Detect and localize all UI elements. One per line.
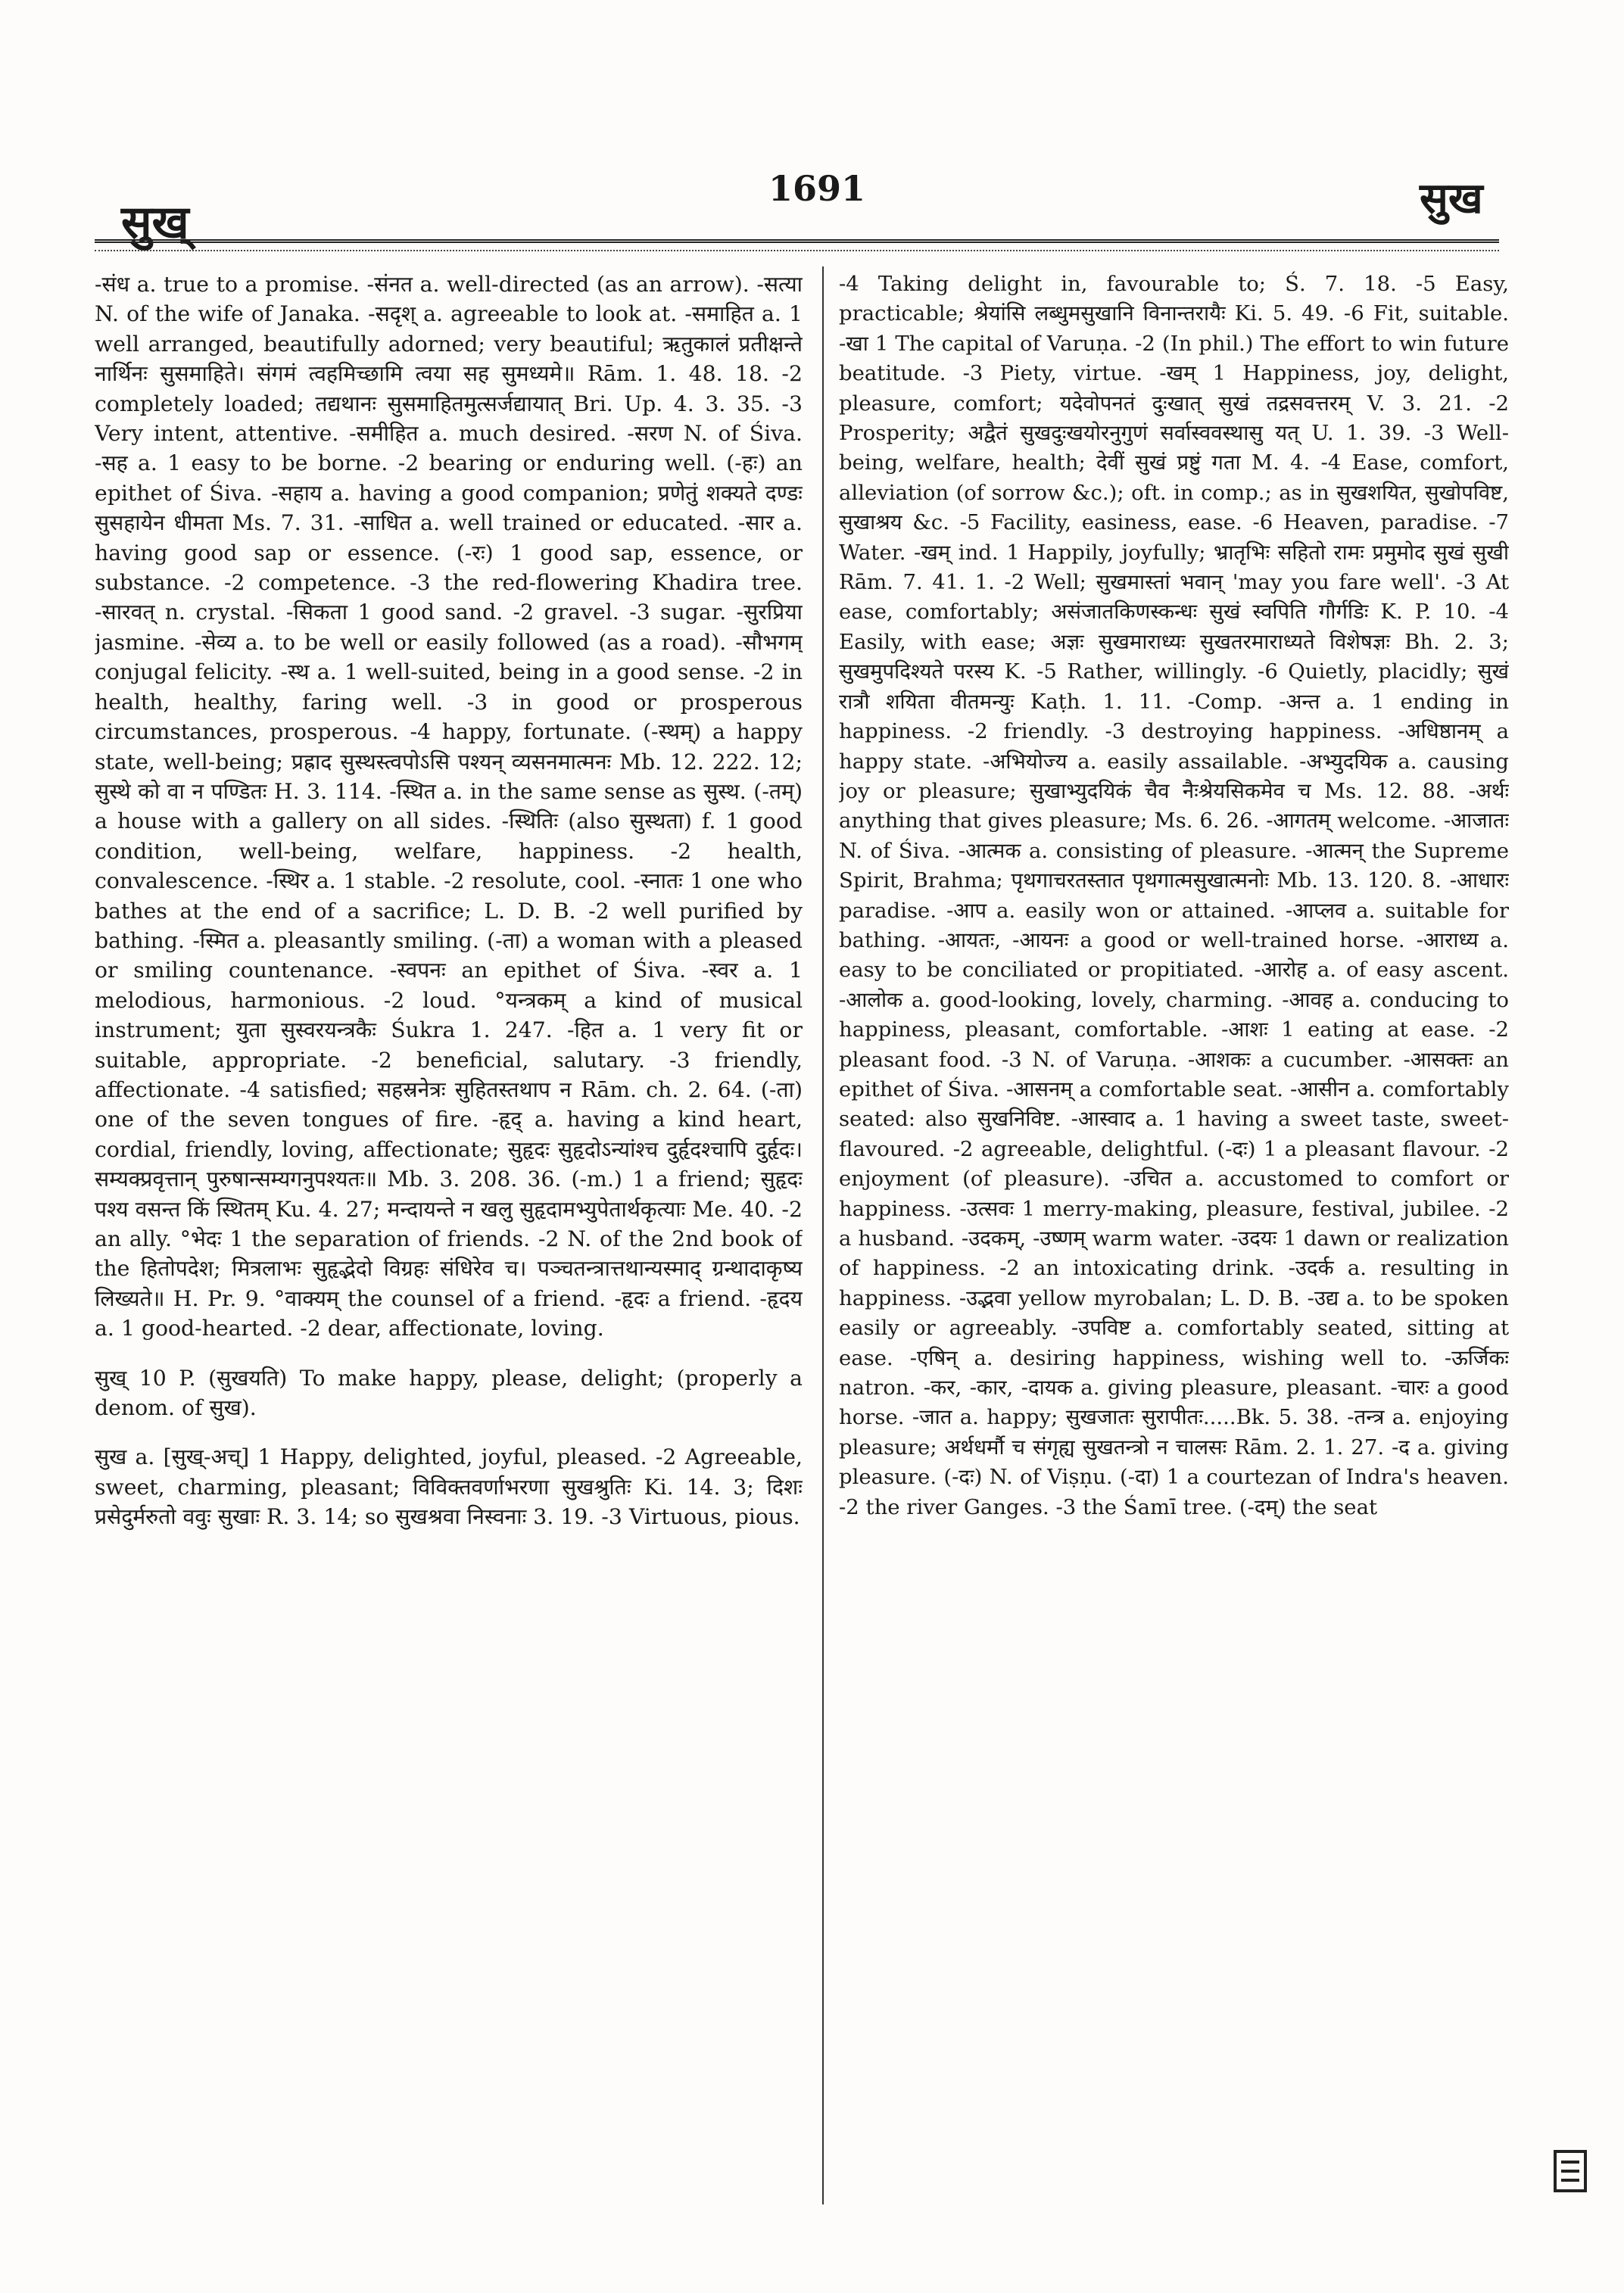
left-headword: सुख्: [121, 196, 189, 249]
right-column: [839, 269, 1509, 2207]
entry-sukha-continued: -4 Taking delight in, favourable to; Ś. 7. 18. -5 Easy, practicable; श्रेयांसि लब्धुमसुखानि विनान्तरायैः Ki. 5. 49. -6 Fit, suitable. -खा 1 The capital of Varuṇa. -2 (In phil.) The effort to win future beatitude. -3 Piety, virtue. -खम् 1 Happiness, joy, delight, pleasure, comfort; यदेवोपनतं दुःखात् सुखं तद्रसवत्तरम् V. 3. 21. -2 Prosperity; अद्वैतं सुखदुःखयोरनुगुणं सर्वास्ववस्थासु यत् U. 1. 39. -3 Well-being, welfare, health; देवीं सुखं प्रष्टुं गता M. 4. -4 Ease, comfort, alleviation (of sorrow &c.); oft. in comp.; as in सुखशयित, सुखोपविष्ट, सुखाश्रय &c. -5 Facility, easiness, ease. -6 Heaven, paradise. -7 Water. -खम् ind. 1 Happily, joyfully; भ्रातृभिः सहितो रामः प्रमुमोद सुखं सुखी Rām. 7. 41. 1. -2 Well; सुखमास्तां भवान् 'may you fare well'. -3 At ease, comfortably; असंजातकिणस्कन्धः सुखं स्वपिति गौर्गडिः K. P. 10. -4 Easily, with ease; अज्ञः सुखमाराध्यः सुखतरमाराध्यते विशेषज्ञः Bh. 2. 3; सुखमुपदिश्यते परस्य K. -5 Rather, willingly. -6 Quietly, placidly; सुखं रात्रौ शयिता वीतमन्युः Kaṭh. 1. 11. -Comp. -अन्त a. 1 ending in happiness. -2 friendly. -3 destroying happiness. -अधिष्ठानम् a happy state. -अभियोज्य a. easily assailable. -अभ्युदयिक a. causing joy or pleasure; सुखाभ्युदयिकं चैव नैःश्रेयसिकमेव च Ms. 12. 88. -अर्थः anything that gives pleasure; Ms. 6. 26. -आगतम् welcome. -आजातः N. of Śiva. -आत्मक a. consisting of pleasure. -आत्मन् the Supreme Spirit, Brahma; पृथगाचरतस्तात पृथगात्मसुखात्मनोः Mb. 13. 120. 8. -आधारः paradise. -आप a. easily won or attained. -आप्लव a. suitable for bathing. -आयतः, -आयनः a good or well-trained horse. -आराध्य a. easy to be conciliated or propitiated. -आरोह a. of easy ascent. -आलोक a. good-looking, lovely, charming. -आवह a. conducing to happiness, pleasant, comfortable. -आशः 1 eating at ease. -2 pleasant food. -3 N. of Varuṇa. -आशकः a cucumber. -आसक्तः an epithet of Śiva. -आसनम् a comfortable seat. -आसीन a. comfortably seated: also सुखनिविष्ट. -आस्वाद a. 1 having a sweet taste, sweet-flavoured. -2 agreeable, delightful. (-दः) 1 a pleasant flavour. -2 enjoyment (of pleasure). -उचित a. accustomed to comfort or happiness. -उत्सवः 1 merry-making, pleasure, festival, jubilee. -2 a husband. -उदकम्, -उष्णम् warm water. -उदयः 1 dawn or realization of happiness. -2 an intoxicating drink. -उदर्क a. resulting in happiness. -उद्भवा yellow myrobalan; L. D. B. -उद्य a. to be spoken easily or agreeably. -उपविष्ट a. comfortably seated, sitting at ease. -एषिन् a. desiring happiness, wishing well to. -ऊर्जिकः natron. -कर, -कार, -दायक a. giving pleasure, pleasant. -चारः a good horse. -जात a. happy; सुखजातः सुरापीतः.....Bk. 5. 38. -तन्त्र a. enjoying pleasure; अर्थधर्मौ च संगृह्य सुखतन्त्रो न चालसः Rām. 2. 1. 27. -द a. giving pleasure. (-दः) N. of Viṣṇu. (-दा) 1 a courtezan of Indra's heaven. -2 the river Ganges. -3 the Śamī tree. (-दम्) the seat: [839, 272, 1509, 1519]
page-number: 1691: [768, 168, 866, 209]
left-column: [95, 269, 803, 2207]
entry-sukha-adjective: सुख a. [सुख्-अच्] 1 Happy, delighted, joyful, pleased. -2 Agreeable, sweet, charming, pleasant; विविक्तवर्णाभरणा सुखश्रुतिः Ki. 14. 3; दिशः प्रसेदुर्मरुतो ववुः सुखाः R. 3. 14; so सुखश्रवा निस्वनाः 3. 19. -3 Virtuous, pious.: [95, 1444, 803, 1530]
right-headword: सुख: [1420, 173, 1483, 223]
column-divider: [822, 266, 824, 2204]
header-dotted-rule: [95, 250, 1499, 251]
entry-sukh-verb: सुख् 10 P. (सुखयति) To make happy, please, delight; (properly a denom. of सुख).: [95, 1365, 803, 1421]
header-rule: [95, 239, 1499, 243]
page-header: [0, 0, 1624, 249]
entry-continuation: -संध a. true to a promise. -संनत a. well-directed (as an arrow). -सत्या N. of the wife of Janaka. -सदृश् a. agreeable to look at. -समाहित a. 1 well arranged, beautifully adorned; very beautiful; ऋतुकालं प्रतीक्षन्ते नार्थिनः सुसमाहिते। संगमं त्वहमिच्छामि त्वया सह सुमध्यमे॥ Rām. 1. 48. 18. -2 completely loaded; तद्यथानः सुसमाहितमुत्सर्जद्यायात् Bri. Up. 4. 3. 35. -3 Very intent, attentive. -समीहित a. much desired. -सरण N. of Śiva. -सह a. 1 easy to be borne. -2 bearing or enduring well. (-हः) an epithet of Śiva. -सहाय a. having a good companion; प्रणेतुं शक्यते दण्डः सुसहायेन धीमता Ms. 7. 31. -साधित a. well trained or educated. -सार a. having good sap or essence. (-रः) 1 good sap, essence, or substance. -2 competence. -3 the red-flowering Khadira tree. -सारवत् n. crystal. -सिकता 1 good sand. -2 gravel. -3 sugar. -सुरप्रिया jasmine. -सेव्य a. to be well or easily followed (as a road). -सौभगम् conjugal felicity. -स्थ a. 1 well-suited, being in a good sense. -2 in health, healthy, faring well. -3 in good or prosperous circumstances, prosperous. -4 happy, fortunate. (-स्थम्) a happy state, well-being; प्रह्राद सुस्थस्त्वपोऽसि पश्यन् व्यसनमात्मनः Mb. 12. 222. 12; सुस्थे को वा न पण्डितः H. 3. 114. -स्थित a. in the same sense as सुस्थ. (-तम्) a house with a gallery on all sides. -स्थितिः (also सुस्थता) f. 1 good condition, well-being, welfare, happiness. -2 health, convalescence. -स्थिर a. 1 stable. -2 resolute, cool. -स्नातः 1 one who bathes at the end of a sacrifice; L. D. B. -2 well purified by bathing. -स्मित a. pleasantly smiling. (-ता) a woman with a pleased or smiling countenance. -स्वपनः an epithet of Śiva. -स्वर a. 1 melodious, harmonious. -2 loud. °यन्त्रकम् a kind of musical instrument; युता सुस्वरयन्त्रकैः Śukra 1. 247. -हित a. 1 very fit or suitable, appropriate. -2 beneficial, salutary. -3 friendly, affectionate. -4 satisfied; सहस्रनेत्रः सुहितस्तथाप न Rām. ch. 2. 64. (-ता) one of the seven tongues of fire. -हृद् a. having a kind heart, cordial, friendly, loving, affectionate; सुहृदः सुहृदोऽन्यांश्च दुर्हृदश्चापि दुर्हृदः। सम्यक्प्रवृत्तान् पुरुषान्सम्यगनुपश्यतः॥ Mb. 3. 208. 36. (-m.) 1 a friend; सुहृदः पश्य वसन्त किं स्थितम् Ku. 4. 27; मन्दायन्ते न खलु सुहृदामभ्युपेतार्थकृत्याः Me. 40. -2 an ally. °भेदः 1 the separation of friends. -2 N. of the 2nd book of the हितोपदेश; मित्रलाभः सुहृद्भेदो विग्रहः संधिरेव च। पञ्चतन्त्रात्तथान्यस्माद् ग्रन्थादाकृष्य लिख्यते॥ H. Pr. 9. °वाक्यम् the counsel of a friend. -हृदः a friend. -हृदय a. 1 good-hearted. -2 dear, affectionate, loving.: [95, 272, 803, 1341]
page-marker-icon: [1552, 2148, 1588, 2194]
